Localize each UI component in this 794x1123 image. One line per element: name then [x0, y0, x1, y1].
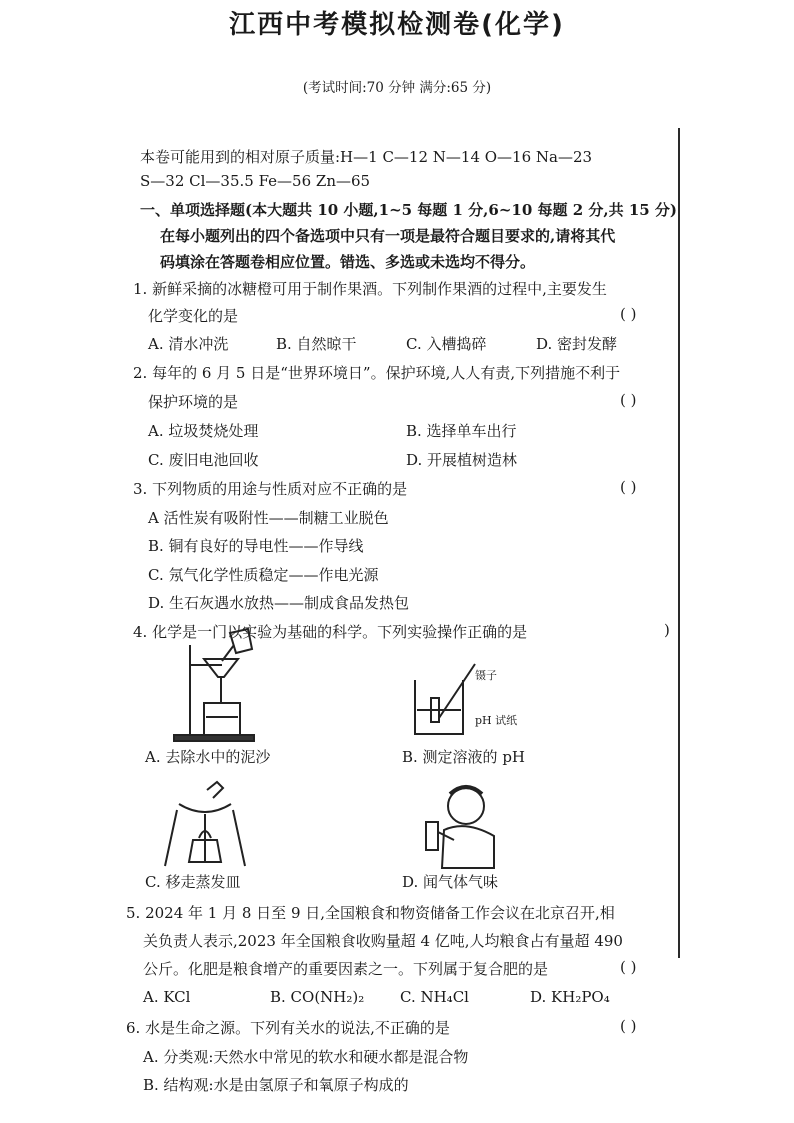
atomic-mass-line-2: S—32 Cl—35.5 Fe—56 Zn—65 [140, 172, 371, 190]
section-instruction-1: 在每小题列出的四个备选项中只有一项是最符合题目要求的,请将其代 [160, 227, 616, 245]
q3-stem: 3. 下列物质的用途与性质对应不正确的是 [133, 480, 408, 498]
q2-option-b: B. 选择单车出行 [406, 422, 517, 440]
q4-option-d: D. 闻气体气味 [402, 873, 499, 891]
q5-answer-blank: ( ) [620, 958, 637, 976]
q1-option-c: C. 入槽捣碎 [406, 335, 487, 353]
tweezers-label: 镊子 [475, 669, 497, 682]
q4-option-b: B. 测定溶液的 pH [402, 748, 526, 766]
q6-option-b: B. 结构观:水是由氢原子和氧原子构成的 [143, 1076, 409, 1094]
q5-stem-2: 关负责人表示,2023 年全国粮食收购量超 4 亿吨,人均粮食占有量超 490 [143, 932, 623, 950]
q3-option-c: C. 氖气化学性质稳定——作电光源 [148, 566, 379, 584]
q2-stem-2: 保护环境的是 [148, 393, 239, 411]
q5-option-a: A. KCl [143, 988, 191, 1006]
atomic-mass-line-1: 本卷可能用到的相对原子质量:H—1 C—12 N—14 O—16 Na—23 [140, 148, 593, 166]
filtration-apparatus-figure [160, 625, 270, 745]
q3-answer-blank: ( ) [620, 478, 637, 496]
section-instruction-2: 码填涂在答题卷相应位置。错选、多选或未选均不得分。 [160, 253, 536, 271]
q4-option-c: C. 移走蒸发皿 [145, 873, 241, 891]
ph-paper-label: pH 试纸 [475, 714, 518, 727]
q6-stem: 6. 水是生命之源。下列有关水的说法,不正确的是 [126, 1019, 450, 1037]
q2-option-a: A. 垃圾焚烧处理 [148, 422, 259, 440]
q5-option-b: B. CO(NH₂)₂ [270, 988, 365, 1006]
q3-option-d: D. 生石灰遇水放热——制成食品发热包 [148, 594, 410, 612]
q4-option-a: A. 去除水中的泥沙 [145, 748, 271, 766]
q2-answer-blank: ( ) [620, 391, 637, 409]
q3-option-a: A 活性炭有吸附性——制糖工业脱色 [148, 509, 389, 527]
q4-stem: 4. 化学是一门以实验为基础的科学。下列实验操作正确的是 [133, 623, 528, 641]
q5-option-d: D. KH₂PO₄ [530, 988, 610, 1006]
q1-option-d: D. 密封发酵 [536, 335, 618, 353]
q2-stem-1: 2. 每年的 6 月 5 日是“世界环境日”。保护环境,人人有责,下列措施不利于 [133, 364, 621, 382]
q3-option-b: B. 铜有良好的导电性——作导线 [148, 537, 364, 555]
q1-option-b: B. 自然晾干 [276, 335, 357, 353]
margin-rule [678, 128, 680, 958]
q6-option-a: A. 分类观:天然水中常见的软水和硬水都是混合物 [143, 1048, 469, 1066]
section-heading: 一、单项选择题(本大题共 10 小题,1~5 每题 1 分,6~10 每题 2 分,共 15 分) [140, 201, 678, 219]
q2-option-c: C. 废旧电池回收 [148, 451, 259, 469]
q1-stem-2: 化学变化的是 [148, 307, 239, 325]
smelling-gas-figure [418, 780, 498, 870]
exam-info: (考试时间:70 分钟 满分:65 分) [302, 80, 492, 96]
q6-answer-blank: ( ) [620, 1017, 637, 1035]
q1-stem-1: 1. 新鲜采摘的冰糖橙可用于制作果酒。下列制作果酒的过程中,主要发生 [133, 280, 607, 298]
ph-measurement-figure [405, 660, 518, 740]
q5-stem-3: 公斤。化肥是粮食增产的重要因素之一。下列属于复合肥的是 [143, 960, 549, 978]
q5-stem-1: 5. 2024 年 1 月 8 日至 9 日,全国粮食和物资储备工作会议在北京召开,相 [126, 904, 615, 922]
q2-option-d: D. 开展植树造林 [406, 451, 518, 469]
q4-answer-blank: ) [664, 621, 670, 639]
exam-title: 江西中考模拟检测卷(化学) [229, 10, 565, 40]
q1-answer-blank: ( ) [620, 305, 637, 323]
q1-option-a: A. 清水冲洗 [148, 335, 229, 353]
evaporating-dish-figure [155, 780, 255, 870]
q5-option-c: C. NH₄Cl [400, 988, 469, 1006]
